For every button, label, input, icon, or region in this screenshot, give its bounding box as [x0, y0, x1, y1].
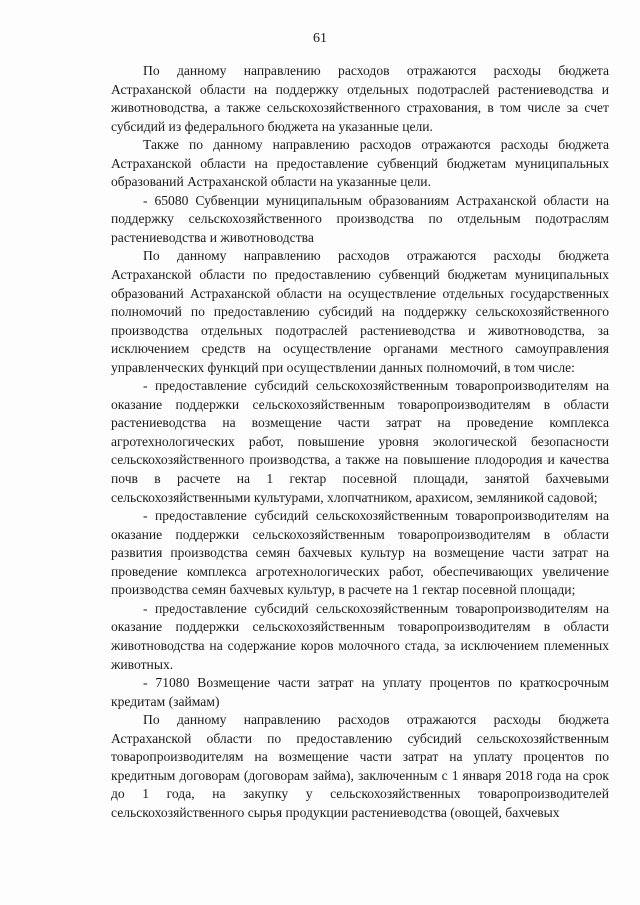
paragraph-9: По данному направлению расходов отражаются расходы бюджета Астраханской области по предоставлению субсидий сельскохозяйственным товаропроизводителям на возмещение части затрат на уплату процентов по кредитным договорам (договорам займа), заключенным с 1 января 2018 года на срок до 1 года, на закупку у сельскохозяйственных товаропроизводителей сельскохозяйственного сырья продукции растениеводства (овощей, бахчевых: [111, 712, 609, 820]
paragraph-4: По данному направлению расходов отражаются расходы бюджета Астраханской области по предоставлению субвенций бюджетам муниципальных образований Астраханской области на осуществление отдельных государственных полномочий по предоставлению субсидий на поддержку сельскохозяйственного производства отдельных подотраслей растениеводства и животноводства, за исключением средств на осуществление органами местного самоуправления управленческих функций при осуществлении данных полномочий, в том числе:: [111, 248, 609, 375]
page-number: 61: [313, 31, 327, 46]
paragraph-1: По данному направлению расходов отражаются расходы бюджета Астраханской области на поддержку отдельных подотраслей растениеводства и животноводства, а также сельскохозяйственного страхования, в том числе за счет субсидий из федерального бюджета на указанные цели.: [111, 63, 609, 134]
paragraph-3: - 65080 Субвенции муниципальным образованиям Астраханской области на поддержку сельскохозяйственного производства по отдельным подотраслям растениеводства и животноводства: [111, 192, 609, 245]
document-body: [111, 62, 609, 822]
paragraph-8: - 71080 Возмещение части затрат на уплату процентов по краткосрочным кредитам (займам): [111, 675, 609, 709]
paragraph-6: - предоставление субсидий сельскохозяйственным товаропроизводителям на оказание поддержки сельскохозяйственным товаропроизводителям в области развития производства семян бахчевых культур на возмещение части затрат на проведение комплекса агротехнологических работ, обеспечивающих увеличение производства семян бахчевых культур, в расчете на 1 гектар посевной площади;: [111, 508, 609, 598]
paragraph-7: - предоставление субсидий сельскохозяйственным товаропроизводителям на оказание поддержки сельскохозяйственным товаропроизводителям в области животноводства на содержание коров молочного стада, за исключением племенных животных.: [111, 600, 609, 672]
paragraph-5: - предоставление субсидий сельскохозяйственным товаропроизводителям на оказание поддержки сельскохозяйственным товаропроизводителям в области растениеводства на возмещение части затрат на проведение комплекса агротехнологических работ, повышение уровня экологической безопасности сельскохозяйственного производства, а также на повышение плодородия и качества почв в расчете на 1 гектар посевной площади, занятой бахчевыми сельскохозяйственными культурами, хлопчатником, арахисом, земляникой садовой;: [111, 378, 609, 505]
paragraph-2: Также по данному направлению расходов отражаются расходы бюджета Астраханской области на предоставление субвенций бюджетам муниципальных образований Астраханской области на указанные цели.: [111, 137, 609, 190]
